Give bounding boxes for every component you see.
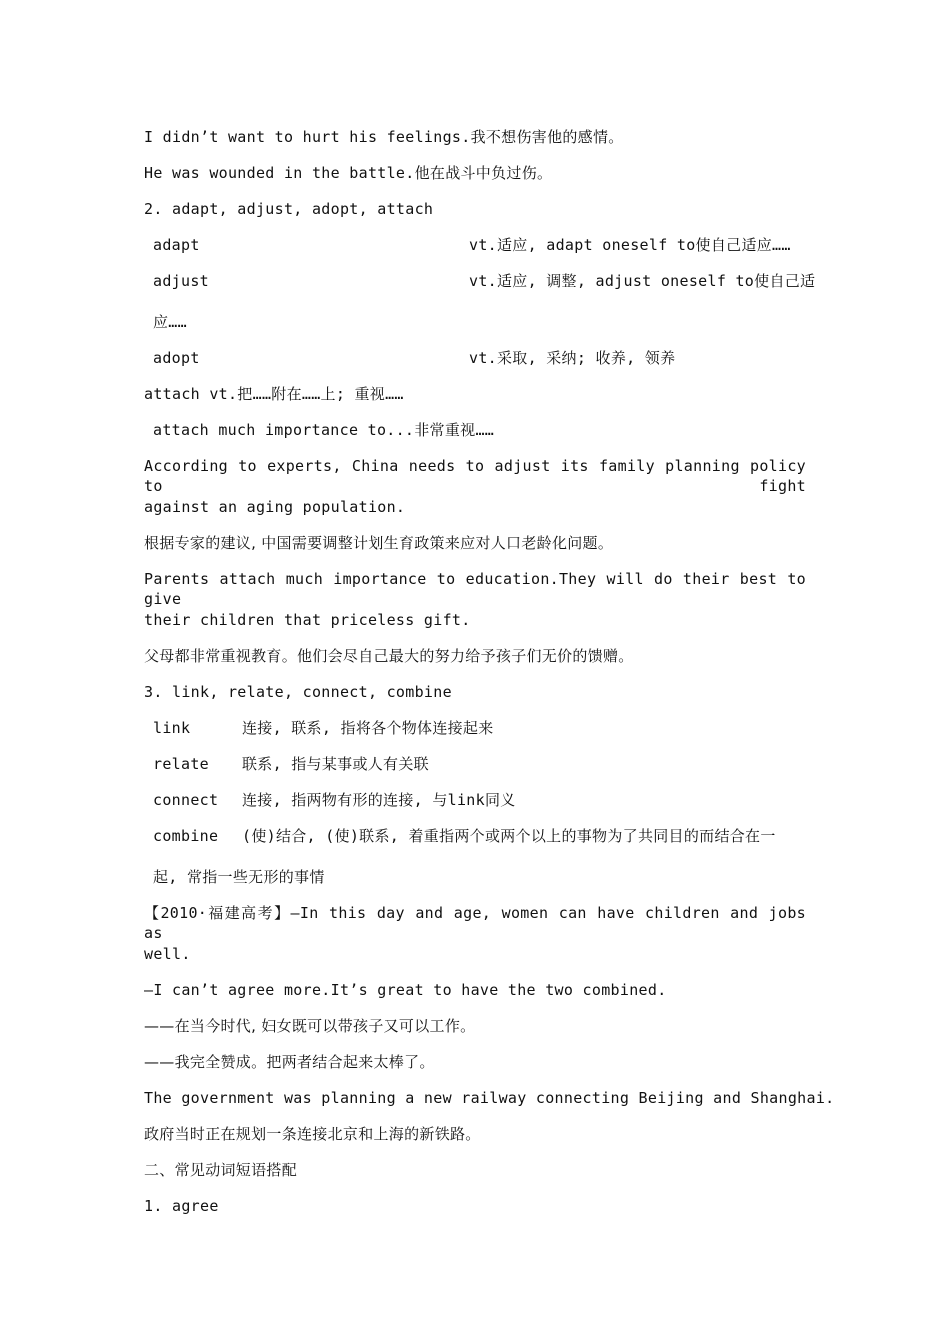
gaokao-answer: —I can’t agree more.It’s great to have the two combined. — [144, 981, 667, 999]
gaokao-translation-2: ——我完全赞成。把两者结合起来太棒了。 — [144, 1053, 435, 1071]
def-combine-continued: 起, 常指一些无形的事情 — [153, 868, 325, 886]
sentence-hurt-feelings: I didn’t want to hurt his feelings.我不想伤害他的感情。 — [144, 128, 624, 146]
def-relate: 联系, 指与某事或人有关联 — [242, 755, 429, 773]
sentence-wounded: He was wounded in the battle.他在战斗中负过伤。 — [144, 164, 553, 182]
def-adopt: vt.采取, 采纳; 收养, 领养 — [469, 349, 676, 367]
section-heading-verb-phrases: 二、常见动词短语搭配 — [144, 1161, 298, 1179]
term-attach: attach vt.把……附在……上; 重视…… — [144, 385, 404, 403]
term-connect: connect — [153, 791, 219, 809]
example-railway: The government was planning a new railway connecting Beijing and Shanghai. — [144, 1089, 835, 1107]
example-parents-line2: their children that priceless gift. — [144, 611, 471, 629]
term-link: link — [153, 719, 191, 737]
def-combine: (使)结合, (使)联系, 着重指两个或两个以上的事物为了共同目的而结合在一 — [242, 827, 776, 845]
term-relate: relate — [153, 755, 209, 773]
subheading-agree: 1. agree — [144, 1197, 219, 1215]
def-connect: 连接, 指两物有形的连接, 与link同义 — [242, 791, 516, 809]
example-parents-translation: 父母都非常重视教育。他们会尽自己最大的努力给予孩子们无价的馈赠。 — [144, 647, 634, 665]
term-adopt: adopt — [153, 349, 200, 367]
heading-adapt-adjust: 2. adapt, adjust, adopt, attach — [144, 200, 434, 218]
gaokao-question-line1: 【2010·福建高考】—In this day and age, women can have children and jobs as — [144, 904, 806, 942]
def-link: 连接, 联系, 指将各个物体连接起来 — [242, 719, 494, 737]
example-experts-line1: According to experts, China needs to adjust its family planning policy to fight — [144, 457, 806, 495]
example-experts-translation: 根据专家的建议, 中国需要调整计划生育政策来应对人口老龄化问题。 — [144, 534, 614, 552]
example-experts-line2: against an aging population. — [144, 498, 406, 516]
term-combine: combine — [153, 827, 219, 845]
example-railway-translation: 政府当时正在规划一条连接北京和上海的新铁路。 — [144, 1125, 481, 1143]
gaokao-question-line2: well. — [144, 945, 191, 963]
phrase-attach-importance: attach much importance to...非常重视…… — [153, 421, 495, 439]
term-adapt: adapt — [153, 236, 200, 254]
gaokao-translation-1: ——在当今时代, 妇女既可以带孩子又可以工作。 — [144, 1017, 476, 1035]
def-adjust: vt.适应, 调整, adjust oneself to使自己适 — [469, 272, 816, 290]
def-adjust-continued: 应…… — [153, 313, 187, 331]
def-adapt: vt.适应, adapt oneself to使自己适应…… — [469, 236, 791, 254]
example-parents-line1: Parents attach much importance to education.They will do their best to give — [144, 570, 806, 608]
heading-link-relate: 3. link, relate, connect, combine — [144, 683, 452, 701]
term-adjust: adjust — [153, 272, 209, 290]
